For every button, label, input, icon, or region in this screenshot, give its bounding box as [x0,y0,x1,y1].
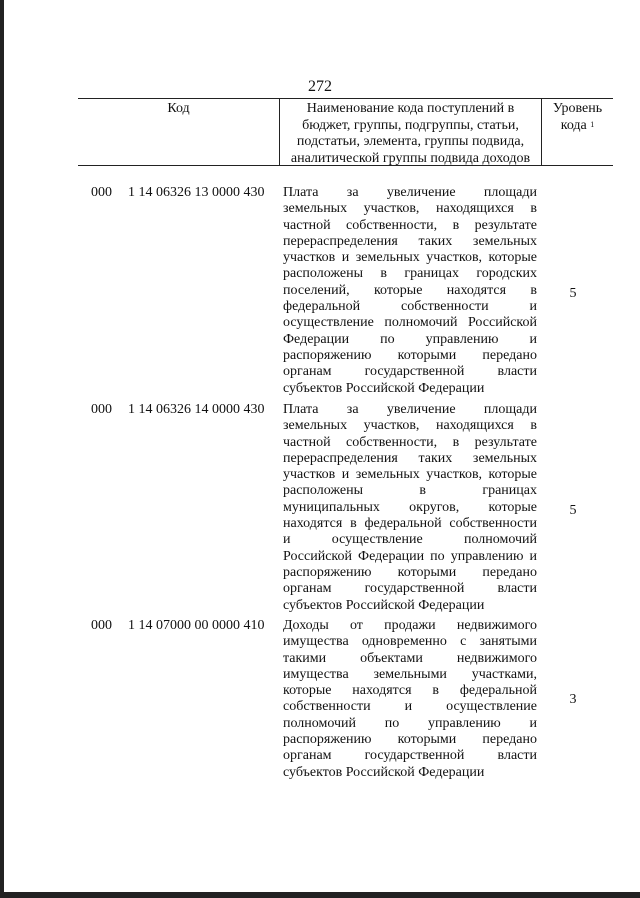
code-level: 3 [569,692,577,707]
income-name-line: частной собственности, в результате [283,434,537,450]
income-name-line: частной собственности, в результате [283,217,537,233]
code-level: 5 [569,503,577,518]
income-name-line: распоряжению которыми передано [283,564,537,580]
income-name-line: Плата за увеличение площади [283,402,537,417]
income-name-line: находятся в федеральной собственности [283,516,537,532]
income-name-line: распоряжению которыми передано [283,732,537,748]
income-name [283,185,537,397]
income-code: 1 14 06326 14 0000 430 [128,402,265,417]
code-level: 5 [569,286,577,301]
header-code-cell [78,99,280,165]
income-name-line: субъектов Российской Федерации [283,597,485,613]
income-name-line: расположены в границах [283,483,537,499]
scan-edge-bottom [0,892,640,898]
admin-code: 000 [91,185,112,200]
admin-code: 000 [91,402,112,417]
income-name-line: распоряжению которыми передано [283,347,537,363]
header-code-label: Код [167,101,190,116]
income-name-line: земельных участков, находящихся в [283,418,537,434]
header-level-label: кода [560,117,587,133]
header-level-line2 [542,118,613,135]
header-name-line: подстатьи, элемента, группы подвида, [296,134,525,149]
income-name-line: осуществление полномочий Российской [283,315,537,331]
income-name-line: Российской Федерации по управлению и [283,548,537,564]
income-name-line: собственности и осуществление [283,699,537,715]
header-name-cell [280,99,542,165]
income-name-line: Федерации по управлению и [283,331,537,347]
income-code: 1 14 07000 00 0000 410 [128,618,265,633]
income-name-line: органам государственной власти [283,581,537,597]
income-name-line: участков и земельных участков, которые [283,250,537,266]
income-name-line: органам государственной власти [283,364,537,380]
header-level-cell [542,99,613,165]
income-name-line: перераспределения таких земельных [283,450,537,466]
income-name [283,618,537,781]
income-name-line: полномочий по управлению и [283,715,537,731]
income-name-line: субъектов Российской Федерации [283,380,485,396]
income-name-line: субъектов Российской Федерации [283,764,485,780]
income-name-line: поселений, которые находятся в [283,282,537,298]
income-name-line: земельных участков, находящихся в [283,201,537,217]
income-name-line: федеральной собственности и [283,299,537,315]
income-name-line: которые находятся в федеральной [283,683,537,699]
income-name-line: перераспределения таких земельных [283,233,537,249]
header-name-line: аналитической группы подвида доходов [290,150,531,166]
table-header [78,98,613,166]
income-name-line: имущества земельными участками, [283,666,537,682]
income-name-line: и осуществление полномочий [283,532,537,548]
income-name-line: муниципальных округов, которые [283,499,537,515]
header-level-footnote: 1 [590,119,595,129]
header-name-line: бюджет, группы, подгруппы, статьи, [302,117,519,133]
header-name-line: Наименование кода поступлений в [306,101,515,116]
page-number: 272 [308,78,332,95]
income-name-line: Плата за увеличение площади [283,185,537,200]
income-name [283,402,537,614]
income-name-line: участков и земельных участков, которые [283,467,537,483]
admin-code: 000 [91,618,112,633]
income-name-line: Доходы от продажи недвижимого [283,618,537,633]
income-name-line: такими объектами недвижимого [283,650,537,666]
income-name-line: расположены в границах городских [283,266,537,282]
income-name-line: органам государственной власти [283,748,537,764]
scan-edge-left [0,0,4,898]
income-name-line: имущества одновременно с занятыми [283,634,537,650]
income-code: 1 14 06326 13 0000 430 [128,185,265,200]
header-level-line1: Уровень [552,101,603,116]
